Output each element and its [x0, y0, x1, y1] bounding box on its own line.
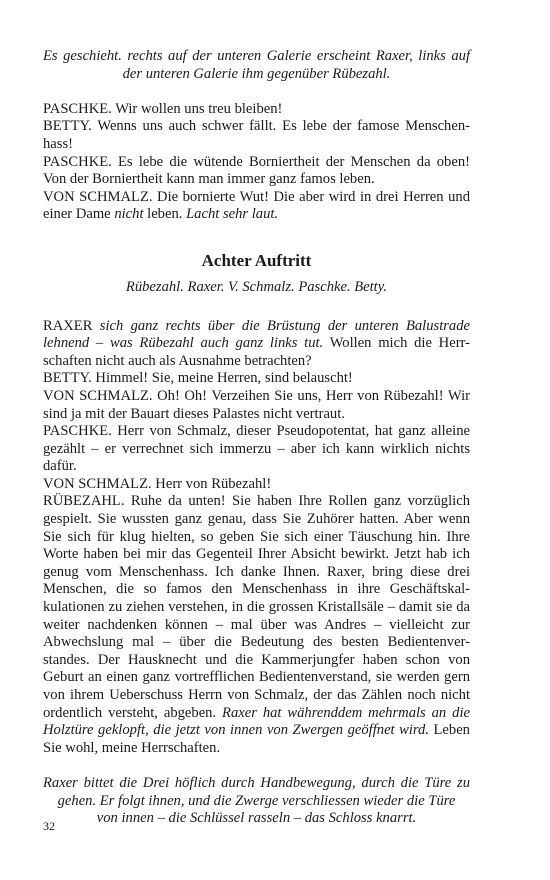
- dialogue-text: Leben Sie wohl, meine Herrschaften.: [43, 722, 470, 756]
- spacer: [43, 224, 470, 251]
- closing-direction-line-3: von innen – die Schlüssel rasseln – das Schloss knarrt.: [96, 810, 417, 827]
- dialogue-schmalz-1: [43, 189, 470, 224]
- stage-direction-inline: sich ganz rechts über die Brüstung der unteren Balustrade lehnend – was Rübezahl auch ganz links tut.: [43, 317, 470, 352]
- dialogue-betty-1: BETTY. Wenns uns auch schwer fällt. Es lebe der famose Menschen-hass!: [43, 118, 470, 152]
- dialogue-paschke-2: PASCHKE. Es lebe die wütende Borniertheit der Menschen da oben! Von der Borniertheit kann man immer ganz famos leben.: [43, 153, 470, 188]
- dialogue-schmalz-2: VON SCHMALZ. Oh! Oh! Verzeihen Sie uns, Herr von Rübezahl! Wir sind ja mit der Bauart dieses Palastes nicht vertraut.: [43, 387, 470, 422]
- stage-direction-inline: Lacht sehr laut.: [186, 206, 279, 223]
- opening-direction-line-1: Es geschieht. rechts auf der unteren Galerie erscheint Raxer, links auf: [43, 48, 470, 64]
- closing-direction-line-1: Raxer bittet die Drei höflich durch Handbewegung, durch die Türe zu: [43, 774, 470, 791]
- dialogue-text: RÜBEZAHL. Ruhe da unten! Sie haben Ihre Rollen ganz vorzüglich gespielt. Sie wussten ganz genau, dass Sie Zuhörer hatten. Aber wenn Sie sich für klug hielten, so geben Sie sich einer Täuschung hin. Ihre Worte haben bei mir das Gegenteil Ihrer Absicht bewirkt. Jetzt hab ich genug vom Menschenhass. Ich danke Ihnen. Raxer, bring diese drei Menschen, die so famos den Menschenhass in ihre Geschäftskal-kulationen zu ziehen verstehen, in die grossen Kristallsäle – damit sie da weiter nachdenken können – mal über was Andres – vielleicht zur Abwechslung mal – über die Bedeutung des besten Bedientenver-standes. Der Hausknecht und die Kammerjungfer haben schon von Geburt an einen ganz vortrefflichen Bedientenverstand, sie werden gern von ihrem Ueberschuss Herrn von Schmalz, der das Zählen noch nicht ordentlich versteht, abgeben.: [43, 493, 470, 721]
- opening-stage-direction: [43, 48, 470, 83]
- dialogue-paschke-1: PASCHKE. Wir wollen uns treu bleiben!: [43, 100, 283, 117]
- page-number: 32: [43, 819, 55, 833]
- dialogue-paschke-3: PASCHKE. Herr von Schmalz, dieser Pseudopotentat, hat ganz alleine gezählt – er verrechnet sich immerzu – aber ich kann wirklich nichts dafür.: [43, 423, 470, 475]
- stage-direction-inline: Raxer hat währenddem mehrmals an die Holztüre geklopft, die jetzt von innen von Zwergen geöffnet wird.: [43, 704, 470, 739]
- spacer: [43, 83, 470, 101]
- scene-title: Achter Auftritt: [201, 250, 312, 270]
- dialogue-text: leben.: [143, 206, 187, 223]
- speaker: RAXER: [43, 317, 100, 334]
- spacer: [43, 757, 470, 775]
- dialogue-betty-2: BETTY. Himmel! Sie, meine Herren, sind belauscht!: [43, 370, 353, 387]
- dialogue-ruebezahl: [43, 493, 470, 757]
- closing-stage-direction: [43, 775, 470, 828]
- opening-direction-line-2: der unteren Galerie ihm gegenüber Rübezahl.: [122, 65, 391, 82]
- page-body: [43, 48, 470, 828]
- closing-direction-line-2: gehen. Er folgt ihnen, und die Zwerge verschliessen wieder die Türe: [57, 792, 456, 809]
- emphasis: nicht: [114, 206, 144, 223]
- dialogue-text: Wollen mich die Herr-schaften nicht auch als Ausnahme betrachten?: [43, 335, 470, 369]
- spacer: [43, 297, 470, 318]
- dialogue-schmalz-3: VON SCHMALZ. Herr von Rübezahl!: [43, 475, 272, 492]
- dialogue-text: VON SCHMALZ. Die bornierte Wut! Die aber wird in drei Herren und einer Dame: [43, 188, 470, 223]
- scene-characters: Rübezahl. Raxer. V. Schmalz. Paschke. Betty.: [125, 278, 388, 295]
- dialogue-raxer: [43, 318, 470, 371]
